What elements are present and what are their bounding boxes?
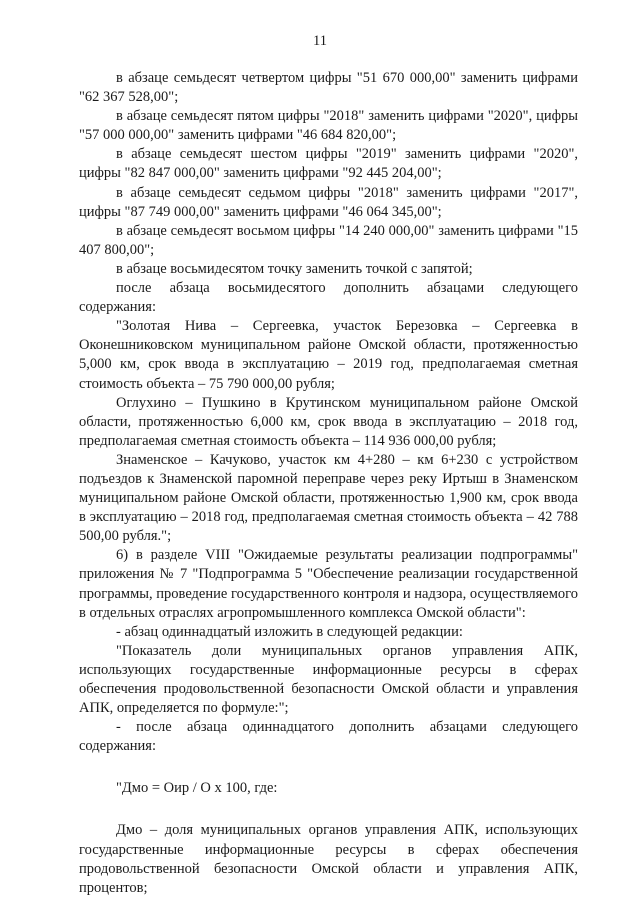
paragraph-amend-78: в абзаце семьдесят восьмом цифры "14 240 000,00" заменить цифрами "15 407 800,00"; <box>79 222 578 258</box>
paragraph-road-zolotaya-niva: "Золотая Нива – Сергеевка, участок Березовка – Сергеевка в Оконешниковском муниципальном районе Омской области, протяженностью 5,000 км, срок ввода в эксплуатацию – 2019 год, предполагаемая сметная стоимость объекта – 75 790 000,00 рубля; <box>79 318 578 392</box>
paragraph-after-80: после абзаца восьмидесятого дополнить абзацами следующего содержания: <box>79 280 578 316</box>
paragraph-abzac-11-edit: - абзац одиннадцатый изложить в следующей редакции: <box>116 623 463 640</box>
paragraph-indicator-definition: "Показатель доли муниципальных органов управления АПК, использующих государственные информационные ресурсы в сферах обеспечения продовольственной безопасности Омской области и управления АПК, определяется по формуле:"; <box>79 642 578 717</box>
paragraph-amend-76: в абзаце семьдесят шестом цифры "2019" заменить цифрами "2020", цифры "82 847 000,00" заменить цифрами "92 445 204,00"; <box>79 146 578 182</box>
paragraph-amend-75: в абзаце семьдесят пятом цифры "2018" заменить цифрами "2020", цифры "57 000 000,00" заменить цифрами "46 684 820,00"; <box>79 108 578 144</box>
paragraph-road-oglukhino: Оглухино – Пушкино в Крутинском муниципальном районе Омской области, протяженностью 6,000 км, срок ввода в эксплуатацию – 2018 год, предполагаемая сметная стоимость объекта – 114 936 000,00 рубля; <box>79 394 578 449</box>
paragraph-amend-80: в абзаце восьмидесятом точку заменить точкой с запятой; <box>116 260 473 277</box>
paragraph-road-znamenskoe: Знаменское – Качуково, участок км 4+280 – км 6+230 с устройством подъездов к Знаменской паромной переправе через реку Иртыш в Знаменском муниципальном районе Омской области, протяженностью 1,900 км, срок ввода в эксплуатацию – 2018 год, предполагаемая сметная стоимость объекта – 42 788 500,00 рубля."; <box>79 451 578 545</box>
formula-line: "Дмо = Оир / О х 100, где: <box>116 780 278 797</box>
paragraph-after-abzac-11: - после абзаца одиннадцатого дополнить абзацами следующего содержания: <box>79 719 578 755</box>
paragraph-amend-74: в абзаце семьдесят четвертом цифры "51 670 000,00" заменить цифрами "62 367 528,00"; <box>79 70 578 106</box>
paragraph-amend-77: в абзаце семьдесят седьмом цифры "2018" заменить цифрами "2017", цифры "87 749 000,00" заменить цифрами "46 064 345,00"; <box>79 184 578 220</box>
document-body <box>79 69 578 898</box>
paragraph-dmo-definition: Дмо – доля муниципальных органов управления АПК, использующих государственные информационные ресурсы в сферах обеспечения продовольственной безопасности Омской области и управления АПК, процентов; <box>79 822 578 896</box>
paragraph-section-viii: 6) в разделе VIII "Ожидаемые результаты реализации подпрограммы" приложения № 7 "Подпрограмма 5 "Обеспечение реализации государственной программы, проведение государственного контроля и надзора, осуществляемого в отдельных отраслях агропромышленного комплекса Омской области": <box>79 547 578 621</box>
page-number: 11 <box>313 33 327 49</box>
